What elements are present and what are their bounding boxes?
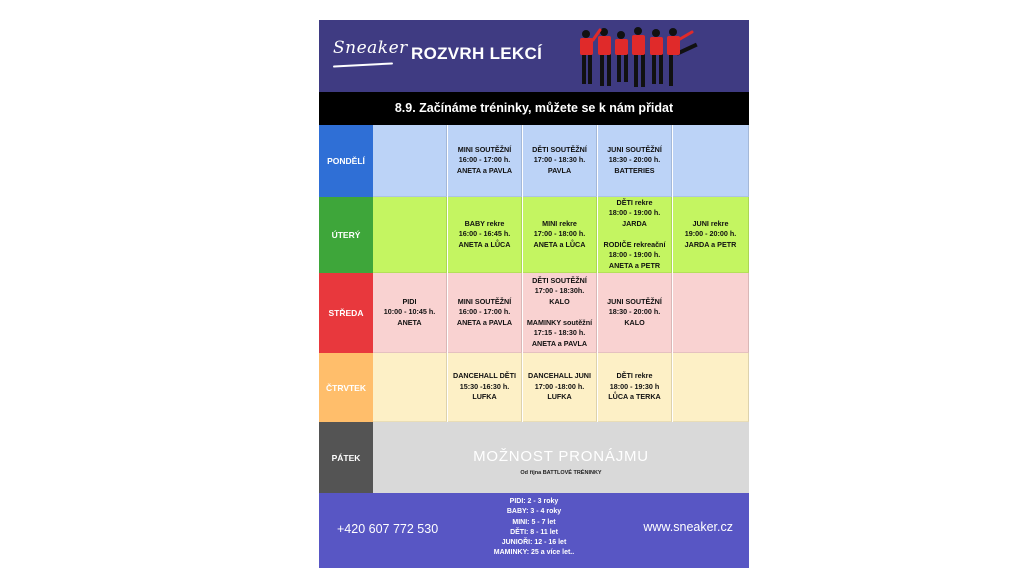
schedule-cell: DĚTI SOUTĚŽNÍ 17:00 - 18:30 h. PAVLA <box>523 125 597 197</box>
schedule-cell <box>673 353 749 422</box>
age-group: JUNIOŘI: 12 - 16 let <box>501 539 567 547</box>
schedule-cell: DĚTI SOUTĚŽNÍ 17:00 - 18:30h. KALO MAMINKY soutěžní 17:15 - 18:30 h. ANETA a PAVLA <box>523 273 597 353</box>
start-banner: 8.9. Začínáme tréninky, můžete se k nám přidat <box>319 92 749 125</box>
day-label-friday: PÁTEK <box>319 422 373 493</box>
day-label-wednesday: STŘEDA <box>319 273 373 353</box>
day-label-monday: PONDĚLÍ <box>319 125 373 197</box>
dancers-photo <box>574 24 704 90</box>
rent-subtitle: Od října BATTLOVÉ TRÉNINKY <box>520 470 602 476</box>
phone-number: +420 607 772 530 <box>337 522 439 536</box>
day-label-thursday: ČTRVTEK <box>319 353 373 422</box>
age-group: DĚTI: 8 - 11 let <box>510 528 558 536</box>
day-label-tuesday: ÚTERÝ <box>319 197 373 273</box>
age-group: PIDI: 2 - 3 roky <box>509 498 559 505</box>
schedule-cell <box>673 125 749 197</box>
poster-title: ROZVRH LEKCÍ <box>411 44 543 63</box>
schedule-cell: DANCEHALL DĚTI 15:30 -16:30 h. LUFKA <box>448 353 522 422</box>
rent-title: MOŽNOST PRONÁJMU <box>473 448 649 465</box>
schedule-cell: BABY rekre 16:00 - 16:45 h. ANETA a LŮCA <box>448 197 522 273</box>
schedule-cell: MINI SOUTĚŽNÍ 16:00 - 17:00 h. ANETA a PAVLA <box>448 125 522 197</box>
sneaker-logo: Sneaker <box>333 38 408 58</box>
schedule-cell: MINI SOUTĚŽNÍ 16:00 - 17:00 h. ANETA a PAVLA <box>448 273 522 353</box>
poster-header <box>319 20 749 92</box>
schedule-cell: JUNI SOUTĚŽNÍ 18:30 - 20:00 h. BATTERIES <box>598 125 672 197</box>
schedule-cell <box>373 353 447 422</box>
schedule-cell <box>373 197 447 273</box>
poster-footer <box>319 493 749 568</box>
schedule-cell <box>373 125 447 197</box>
schedule-cell: PIDI 10:00 - 10:45 h. ANETA <box>373 273 447 353</box>
schedule-cell: JUNI rekre 19:00 - 20:00 h. JARDA a PETR <box>673 197 749 273</box>
age-group: MINI: 5 - 7 let <box>512 518 556 526</box>
age-groups <box>469 497 599 559</box>
friday-rent-block <box>373 422 749 493</box>
age-group: BABY: 3 - 4 roky <box>506 508 562 516</box>
schedule-cell: MINI rekre 17:00 - 18:00 h. ANETA a LŮCA <box>523 197 597 273</box>
logo-swoosh <box>333 62 393 67</box>
schedule-cell: DANCEHALL JUNI 17:00 -18:00 h. LUFKA <box>523 353 597 422</box>
schedule-poster <box>319 20 749 568</box>
schedule-cell: JUNI SOUTĚŽNÍ 18:30 - 20:00 h. KALO <box>598 273 672 353</box>
schedule-cell: DĚTI rekre 18:00 - 19:30 h LŮCA a TERKA <box>598 353 672 422</box>
schedule-cell: DĚTI rekre 18:00 - 19:00 h. JARDA RODIČE rekreační 18:00 - 19:00 h. ANETA a PETR <box>598 197 672 273</box>
website-url: www.sneaker.cz <box>643 520 733 534</box>
schedule-cell <box>673 273 749 353</box>
age-group: MAMINKY: 25 a více let.. <box>493 549 575 557</box>
